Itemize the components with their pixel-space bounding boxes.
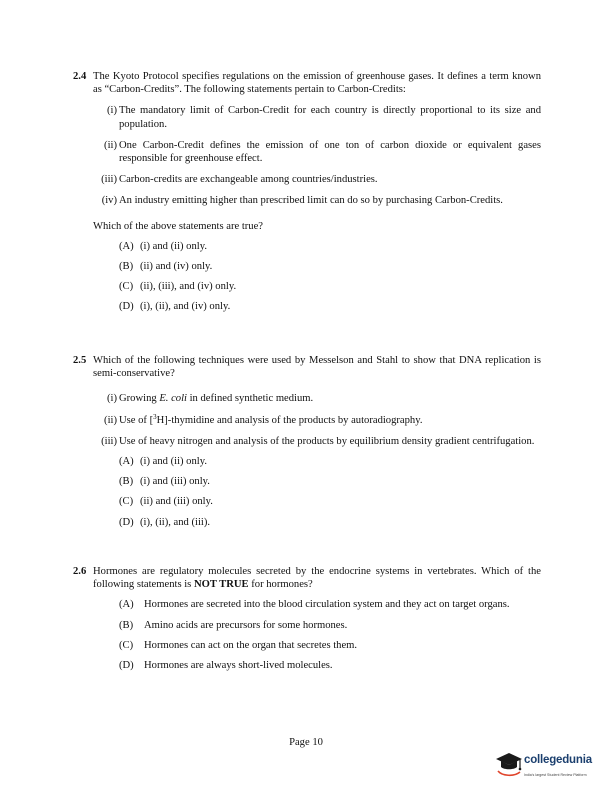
statement-label: (iii)	[101, 174, 117, 186]
statement-label: (iii)	[101, 435, 117, 447]
question-2-5	[73, 354, 541, 529]
option-label: (D)	[119, 660, 134, 672]
option-label: (C)	[119, 281, 134, 293]
answer-option	[73, 619, 541, 632]
question-number: 2.4	[73, 71, 87, 82]
statement-label: (ii)	[104, 139, 117, 151]
option-text: Amino acids are precursors for some hormones.	[144, 619, 348, 631]
statement-text: Growing E. coli in defined synthetic medium.	[119, 393, 314, 405]
statement-label: (ii)	[104, 414, 117, 426]
question-2-6	[73, 565, 541, 672]
option-text: Hormones can act on the organ that secretes them.	[144, 639, 358, 651]
statement-text: Use of heavy nitrogen and analysis of the products by equilibrium density gradient centrifugation.	[119, 435, 535, 447]
option-label: (B)	[119, 261, 134, 273]
option-label: (C)	[119, 639, 134, 651]
statement	[73, 173, 541, 186]
answer-option	[73, 300, 541, 313]
answer-option	[73, 495, 541, 508]
answer-option	[73, 240, 541, 253]
option-label: (C)	[119, 496, 134, 508]
collegedunia-logo	[494, 749, 606, 781]
option-text: (i) and (iii) only.	[140, 476, 210, 488]
statement-text: Carbon-credits are exchangeable among countries/industries.	[119, 174, 378, 186]
answer-option	[73, 260, 541, 273]
statement	[73, 414, 541, 427]
statement-label: (iv)	[101, 195, 117, 207]
question-2-6-stem	[73, 565, 541, 591]
statement	[73, 194, 541, 207]
statement-text: One Carbon-Credit defines the emission of one ton of carbon dioxide or equivalent gases responsible for greenhouse effect.	[119, 139, 541, 165]
statement-text: An industry emitting higher than prescribed limit can do so by purchasing Carbon-Credits.	[119, 195, 503, 207]
option-label: (A)	[119, 240, 134, 252]
answer-option	[73, 280, 541, 293]
option-label: (A)	[119, 456, 134, 468]
answer-option	[73, 516, 541, 529]
question-text: Hormones are regulatory molecules secreted by the endocrine systems in vertebrates. Which of the following statements is NOT TRUE for hormones?	[93, 566, 541, 591]
option-text: Hormones are always short-lived molecules.	[144, 660, 333, 672]
option-text: (i) and (ii) only.	[140, 456, 207, 468]
answer-option	[73, 639, 541, 652]
option-text: (ii), (iii), and (iv) only.	[140, 281, 237, 293]
statement-label: (i)	[107, 393, 117, 405]
option-text: (ii) and (iii) only.	[140, 496, 213, 508]
option-text: (i), (ii), and (iv) only.	[140, 301, 231, 313]
brand-tagline: India's largest Student Review Platform	[524, 773, 587, 777]
answer-option	[73, 455, 541, 468]
option-label: (B)	[119, 619, 134, 631]
question-2-4	[73, 70, 541, 314]
graduation-cap-icon	[494, 749, 524, 779]
answer-option	[73, 659, 541, 672]
answer-option	[73, 598, 541, 611]
page-number: Page 10	[289, 737, 323, 748]
statement	[73, 392, 541, 405]
question-prompt: Which of the above statements are true?	[93, 220, 264, 232]
option-text: (i) and (ii) only.	[140, 240, 207, 252]
statement-text: The mandatory limit of Carbon-Credit for each country is directly proportional to its size and population.	[119, 105, 541, 130]
question-text: The Kyoto Protocol specifies regulations on the emission of greenhouse gases. It defines a term known as “Carbon-Credits”. The following statements pertain to Carbon-Credits:	[93, 71, 541, 96]
option-text: (ii) and (iv) only.	[140, 261, 213, 273]
statement	[73, 139, 541, 165]
statement	[73, 435, 541, 448]
answer-option	[73, 475, 541, 488]
statement-label: (i)	[107, 105, 117, 117]
brand-name: collegedunia	[524, 754, 592, 766]
question-number: 2.5	[73, 355, 87, 366]
option-label: (D)	[119, 516, 134, 528]
option-label: (A)	[119, 599, 134, 611]
option-text: Hormones are secreted into the blood circulation system and they act on target organs.	[144, 599, 510, 611]
question-text: Which of the following techniques were used by Messelson and Stahl to show that DNA replication is semi-conservative?	[93, 355, 541, 380]
option-text: (i), (ii), and (iii).	[140, 516, 211, 528]
option-label: (B)	[119, 476, 134, 488]
question-2-4-stem	[73, 70, 541, 96]
option-label: (D)	[119, 301, 134, 313]
statement-text: Use of [$^3$H]-thymidine and analysis of the products by autoradiography.	[119, 412, 423, 426]
statement	[73, 104, 541, 130]
question-2-5-stem	[73, 354, 541, 380]
question-number: 2.6	[73, 566, 87, 577]
